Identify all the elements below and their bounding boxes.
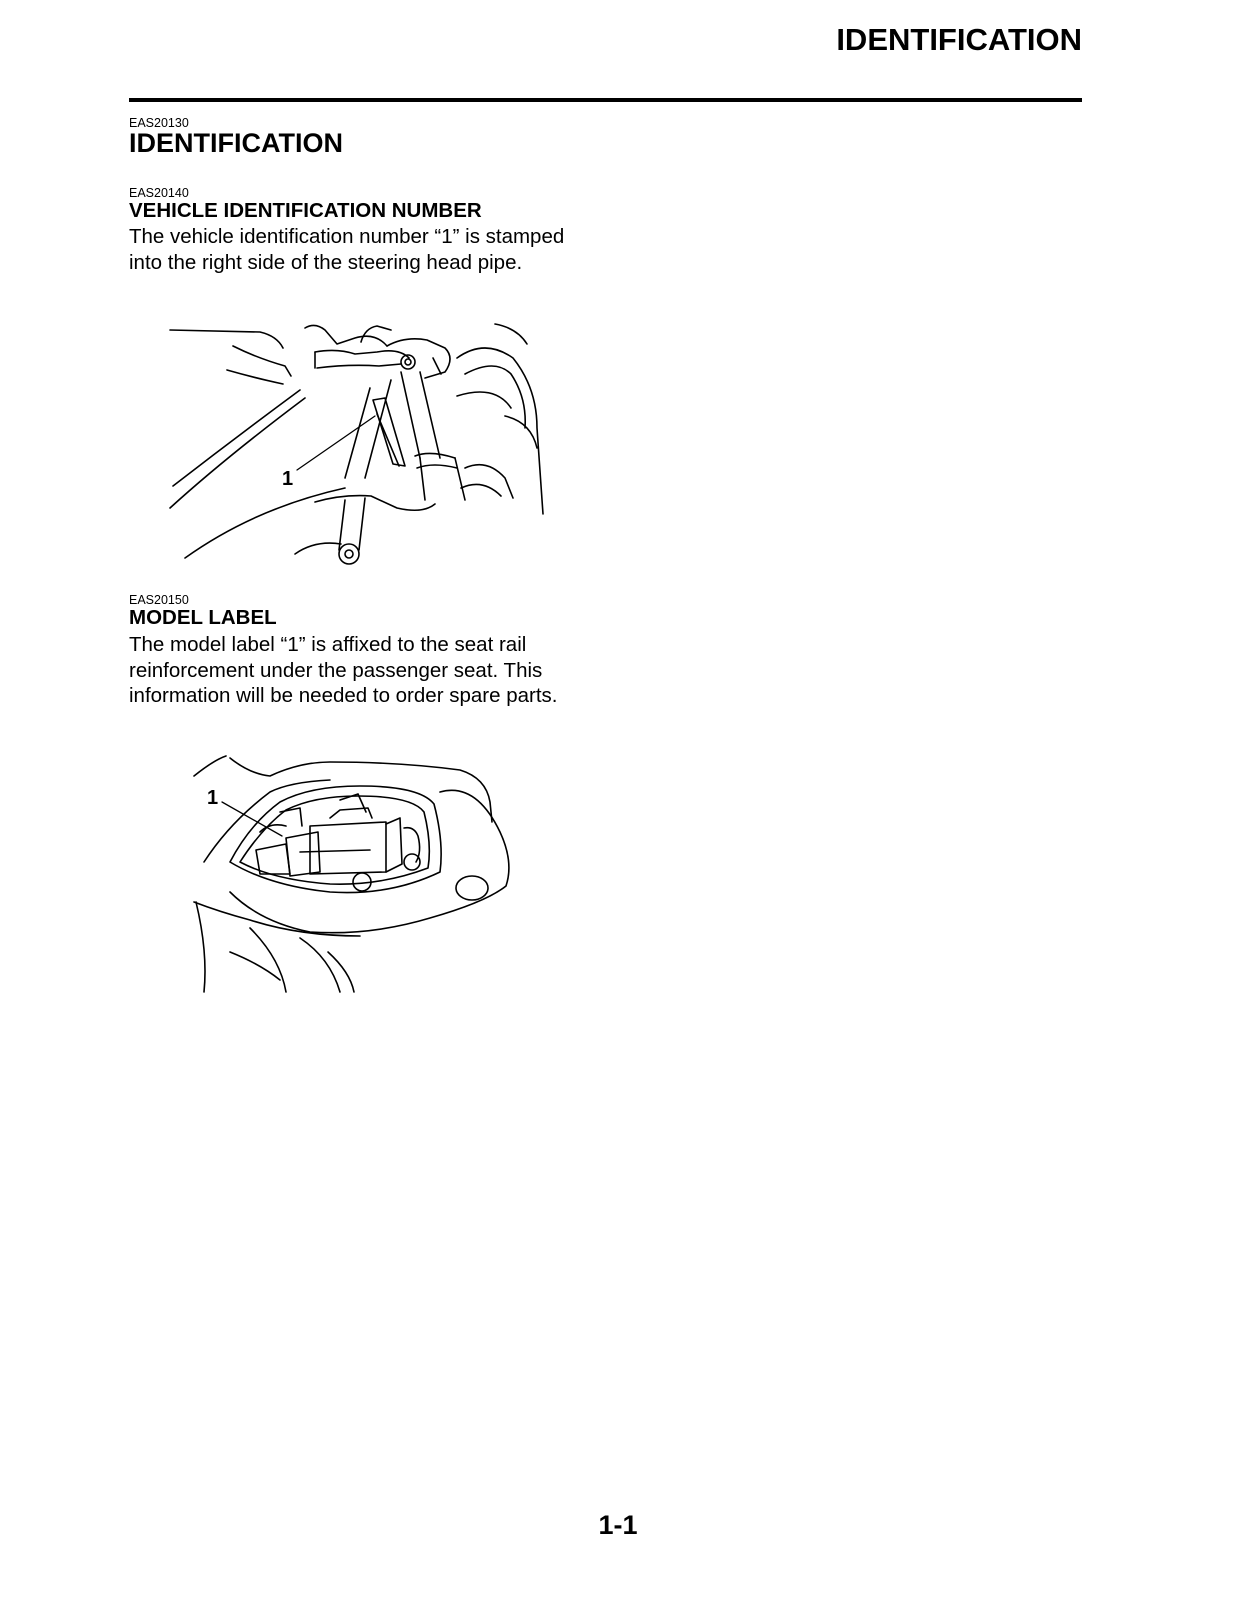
vin-title: VEHICLE IDENTIFICATION NUMBER [129,199,482,222]
model-label-figure [190,752,520,998]
model-label-code: EAS20150 [129,593,189,607]
vin-code: EAS20140 [129,186,189,200]
vin-body: The vehicle identification number “1” is stamped into the right side of the steering head pipe. [129,225,565,274]
section-title: IDENTIFICATION [129,128,343,158]
vin-figure [165,318,545,568]
model-label-title: MODEL LABEL [129,606,277,629]
page-number: 1-1 [598,1510,638,1540]
header-rule [129,98,1082,102]
vin-callout-1: 1 [282,468,294,490]
running-header-title: IDENTIFICATION [836,22,1082,57]
model-label-callout-1: 1 [207,787,219,809]
section-code: EAS20130 [129,116,189,130]
model-label-body: The model label “1” is affixed to the seat rail reinforcement under the passenger seat. This information will be needed to order spare parts. [129,633,558,707]
